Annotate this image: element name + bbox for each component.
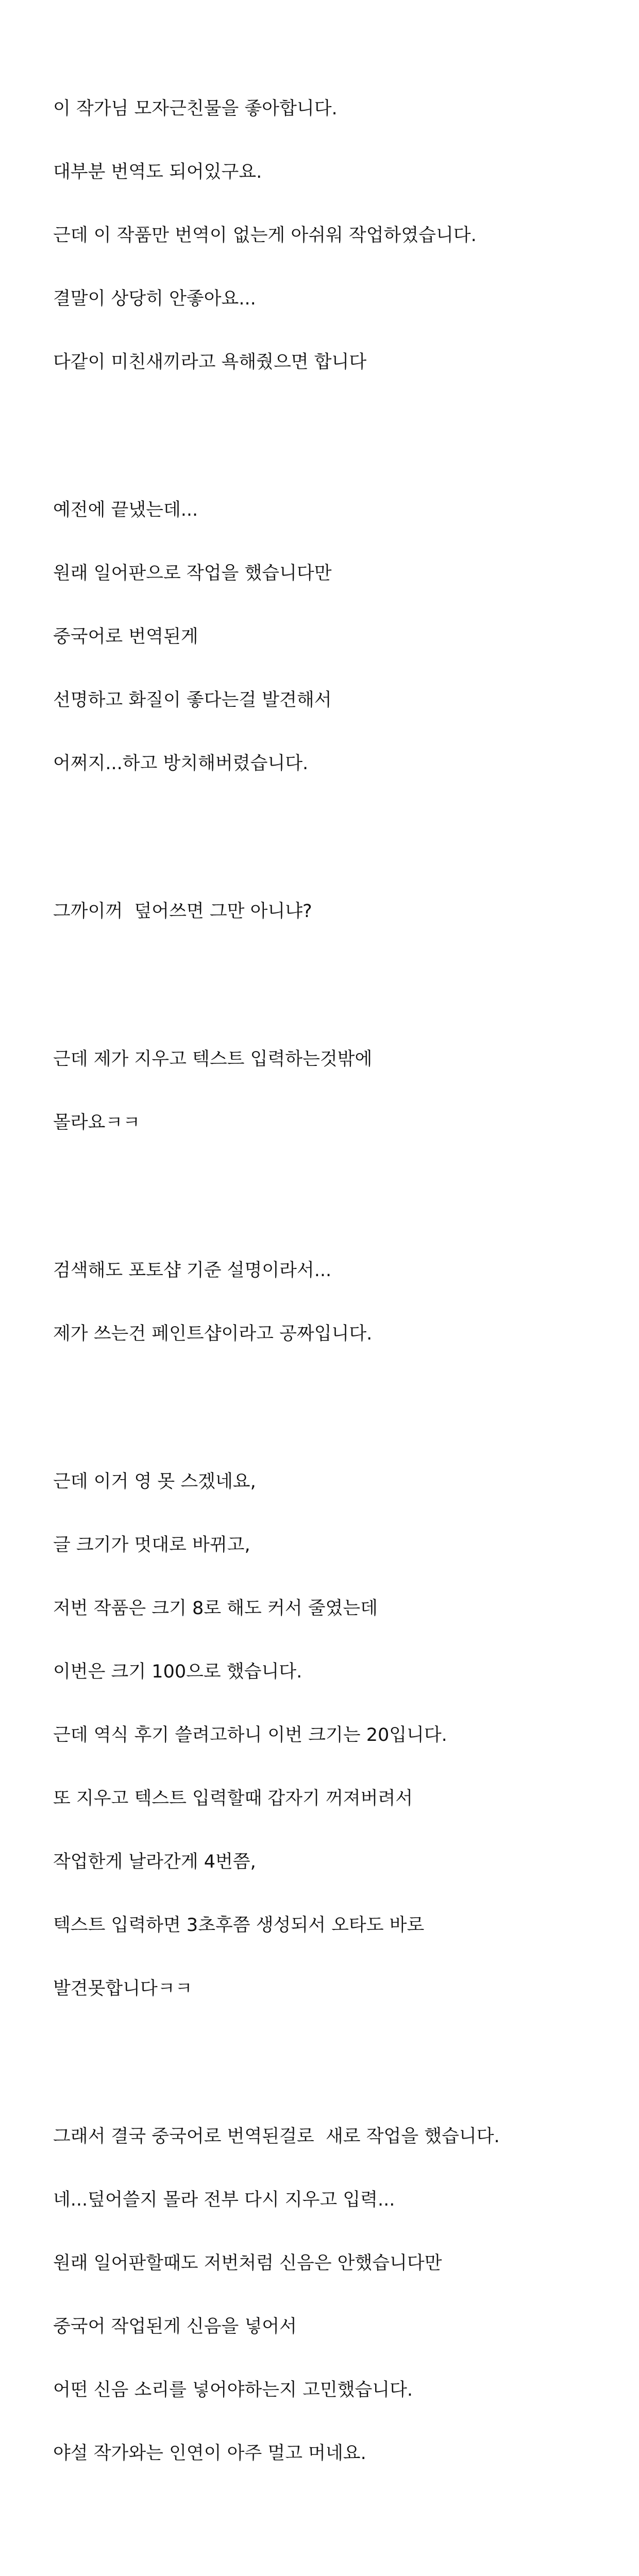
paragraph-gap (53, 2506, 620, 2528)
translator-note-text (53, 35, 620, 2576)
text-line: 어떤 신음 소리를 넣어야하는지 고민했습니다. (53, 2380, 413, 2400)
text-line: 선명하고 화질이 좋다는걸 발견해서 (53, 690, 332, 710)
text-line: 글 크기가 멋대로 바뀌고, (53, 1535, 250, 1555)
text-line: 이 작가님 모자근친물을 좋아합니다. (53, 98, 338, 119)
paragraph-gap (53, 2042, 620, 2063)
text-line: 또 지우고 텍스트 입력할때 갑자기 꺼져버려서 (53, 1788, 413, 1809)
text-line: 발견못합니다ㅋㅋ (53, 1978, 193, 1999)
text-line: 근데 이거 영 못 스겠네요, (53, 1471, 256, 1492)
text-line: 어쩌지...하고 방치해버렸습니다. (53, 753, 309, 774)
text-line: 중국어 작업된게 신음을 넣어서 (53, 2316, 297, 2337)
text-line: 원래 일어판할때도 저번처럼 신음은 안했습니다만 (53, 2253, 442, 2274)
text-line: 텍스트 입력하면 3초후쯤 생성되서 오타도 바로 (53, 1915, 425, 1936)
text-line: 원래 일어판으로 작업을 했습니다만 (53, 563, 332, 584)
text-line: 그까이꺼 덮어쓰면 그만 아니냐? (53, 901, 312, 922)
paragraph-gap (53, 415, 620, 436)
text-line: 제가 쓰는건 페인트샵이라고 공짜입니다. (53, 1324, 373, 1344)
paragraph-gap (53, 964, 620, 986)
text-line: 중국어로 번역된게 (53, 626, 198, 647)
text-line: 야설 작가와는 인연이 아주 멀고 머네요. (53, 2443, 366, 2464)
text-line: 그래서 결국 중국어로 번역된걸로 새로 작업을 했습니다. (53, 2126, 500, 2147)
text-line: 예전에 끝냈는데... (53, 500, 198, 520)
text-line: 근데 제가 지우고 텍스트 입력하는것밖에 (53, 1049, 373, 1070)
text-line: 네...덮어쓸지 몰라 전부 다시 지우고 입력... (53, 2190, 395, 2210)
paragraph-gap (53, 817, 620, 838)
text-line: 다같이 미친새끼라고 욕해줬으면 합니다 (53, 352, 367, 372)
text-line: 결말이 상당히 안좋아요... (53, 289, 256, 309)
text-line: 몰라요ㅋㅋ (53, 1112, 141, 1133)
text-line: 검색해도 포토샵 기준 설명이라서... (53, 1260, 332, 1281)
text-line: 근데 이 작품만 번역이 없는게 아쉬워 작업하였습니다. (53, 225, 477, 246)
text-line: 이번은 크기 100으로 했습니다. (53, 1662, 302, 1682)
paragraph-gap (53, 1387, 620, 1408)
text-line: 근데 역식 후기 쓸려고하니 이번 크기는 20입니다. (53, 1725, 447, 1745)
paragraph-gap (53, 1176, 620, 1197)
text-line: 작업한게 날라간게 4번쯤, (53, 1852, 256, 1872)
text-line: 저번 작품은 크기 8로 해도 커서 줄였는데 (53, 1598, 378, 1619)
text-line: 대부분 번역도 되어있구요. (53, 162, 262, 182)
